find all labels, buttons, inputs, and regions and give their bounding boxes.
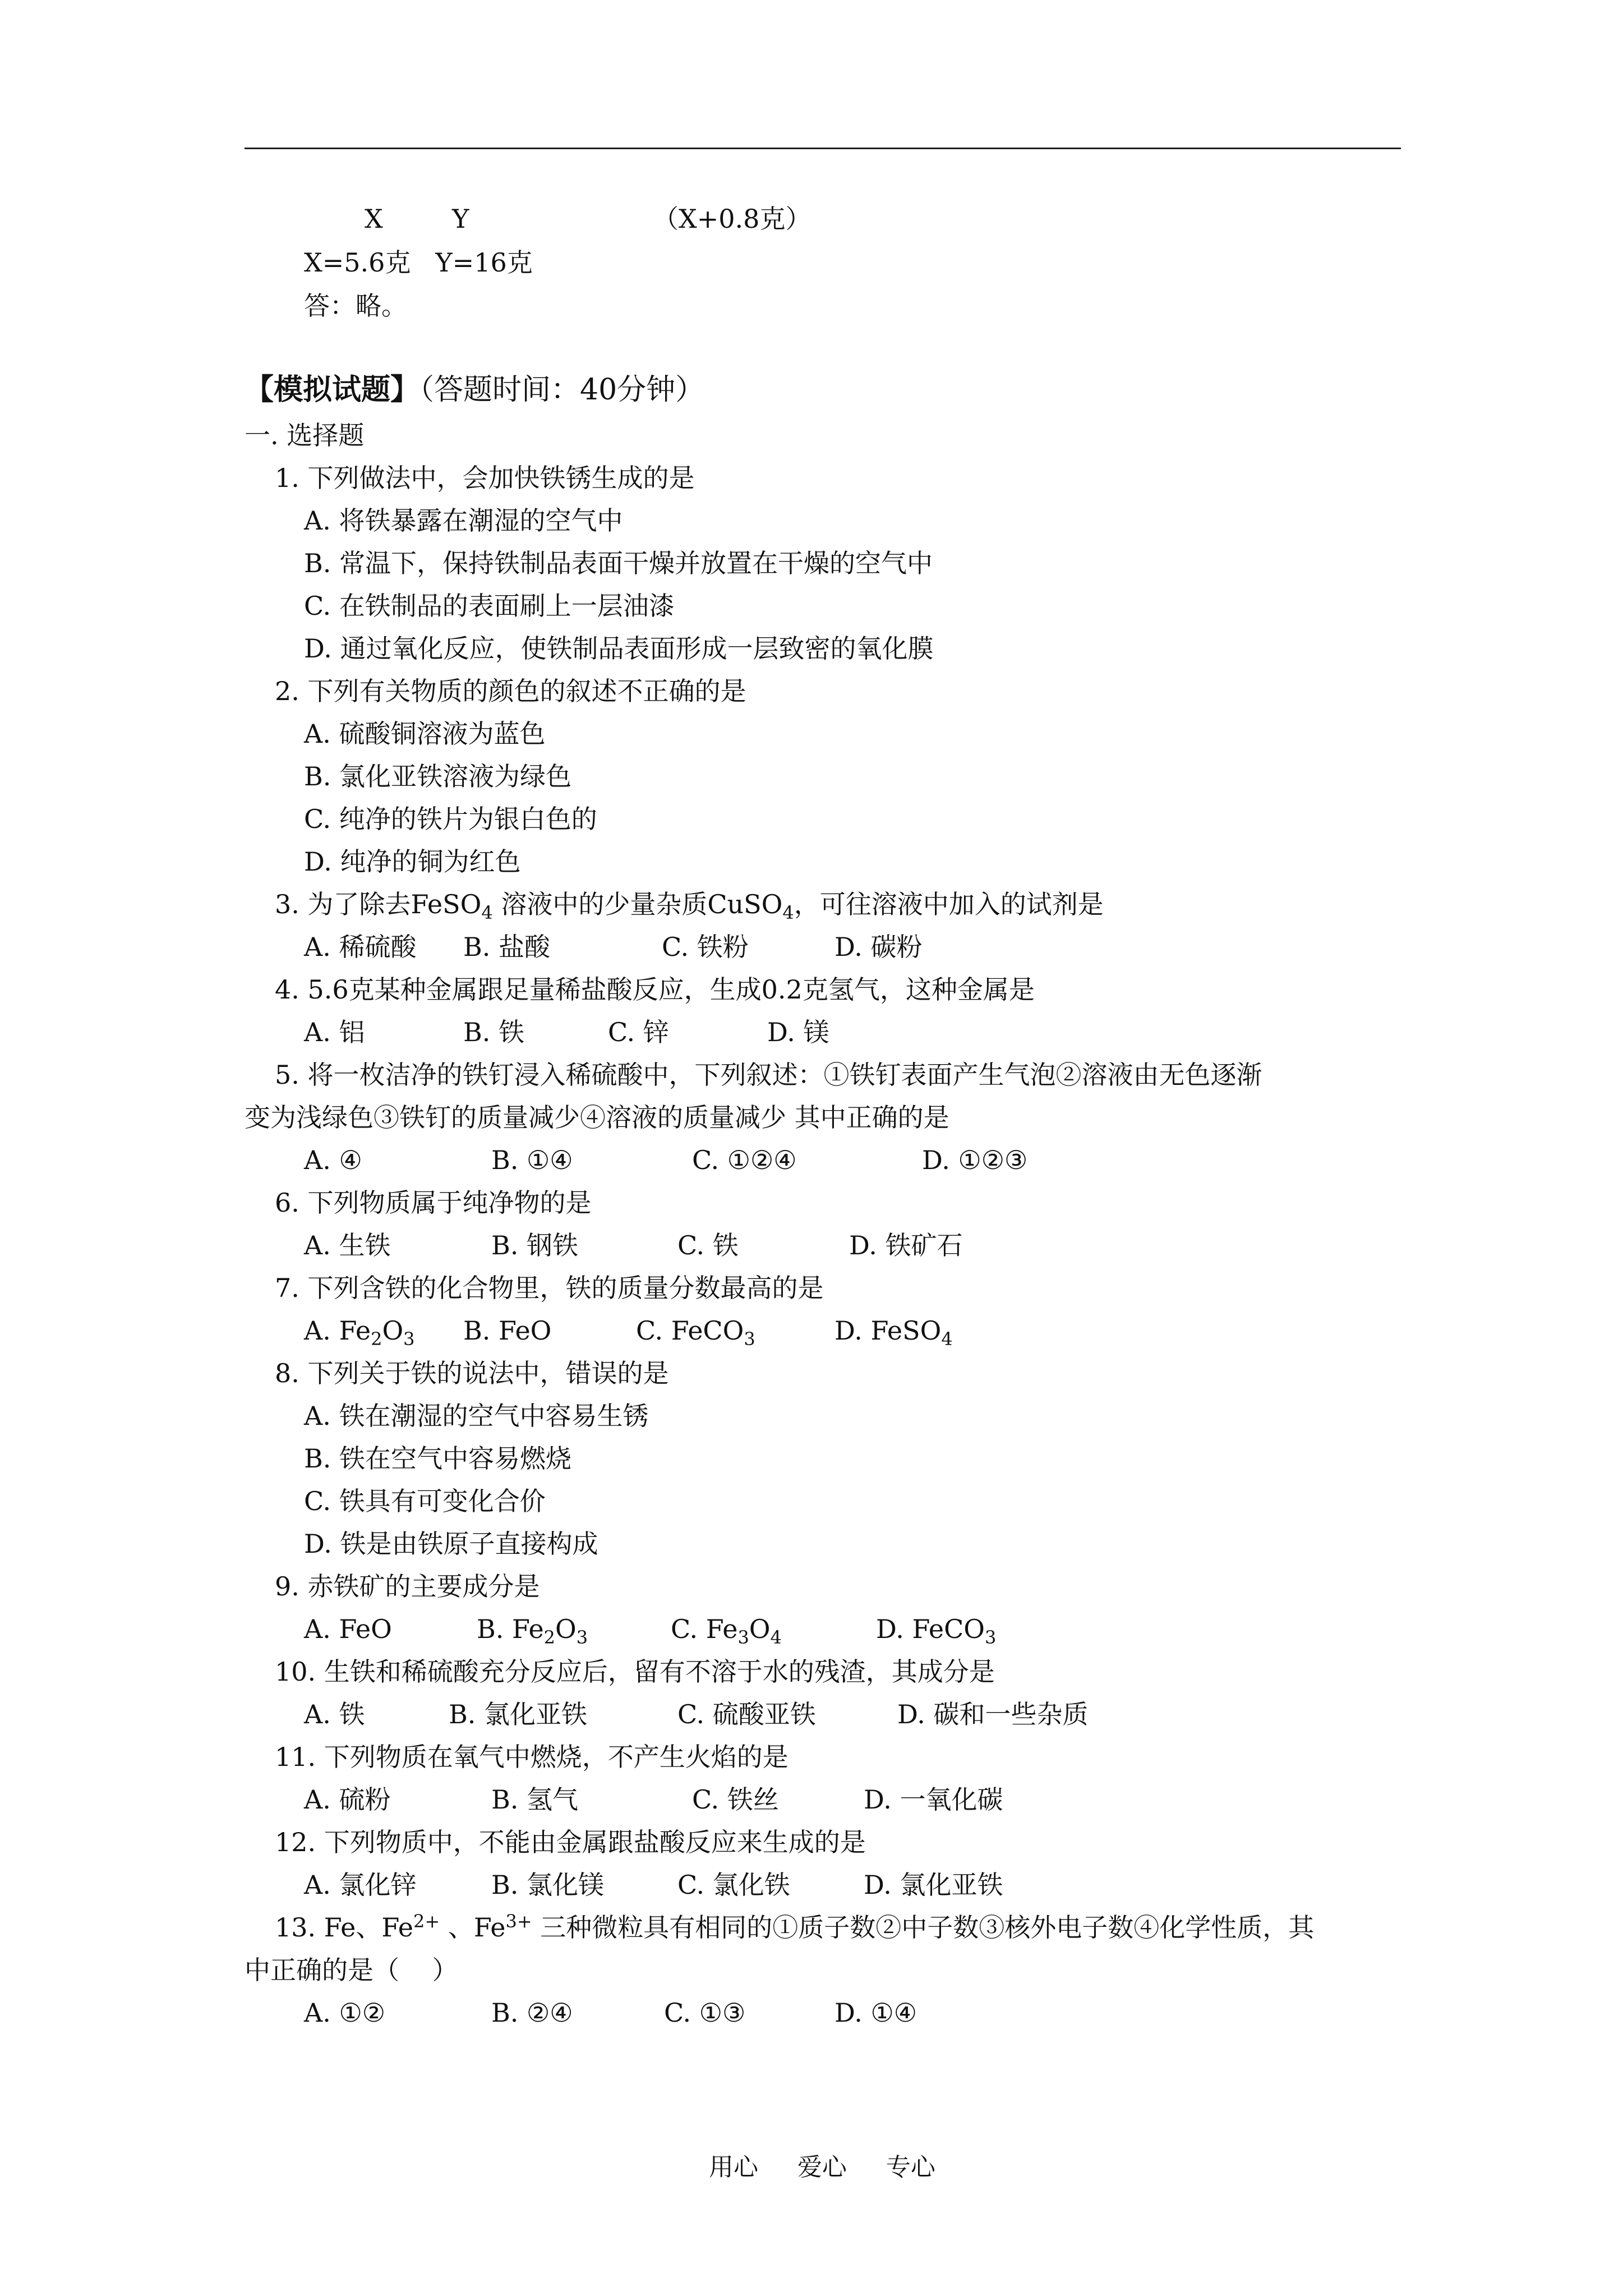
question-6-option-d: D. 铁矿石 xyxy=(849,1230,963,1260)
solution-result: X=5.6克 Y=16克 xyxy=(304,247,533,278)
question-13-stem-part: 三种微粒具有相同的①质子数②中子数③核外电子数④化学性质，其 xyxy=(532,1912,1315,1943)
subscript: 4 xyxy=(941,1328,953,1350)
formula-part: O xyxy=(555,1614,577,1644)
question-6-option-a: A. 生铁 xyxy=(304,1230,391,1260)
solution-var-y: Y xyxy=(452,204,469,234)
question-8-option-c: C. 铁具有可变化合价 xyxy=(304,1486,546,1516)
question-4-option-d: D. 镁 xyxy=(767,1017,829,1047)
question-2-option-b: B. 氯化亚铁溶液为绿色 xyxy=(304,761,572,792)
question-7-option-a xyxy=(304,1314,415,1350)
question-13-option-c: C. ①③ xyxy=(664,1998,746,2028)
subscript: 3 xyxy=(744,1328,755,1350)
question-3-option-a: A. 稀硫酸 xyxy=(304,932,417,962)
question-13-option-a: A. ①② xyxy=(304,1998,385,2028)
formula-part: C. FeCO xyxy=(636,1315,744,1346)
question-2-option-d: D. 纯净的铜为红色 xyxy=(304,846,521,877)
question-2-option-a: A. 硫酸铜溶液为蓝色 xyxy=(304,719,546,749)
question-2-stem: 2. 下列有关物质的颜色的叙述不正确的是 xyxy=(275,676,746,706)
question-7-option-d xyxy=(834,1314,953,1350)
page-footer xyxy=(709,2151,935,2184)
question-13-option-b: B. ②④ xyxy=(491,1998,573,2028)
question-4-stem: 4. 5.6克某种金属跟足量稀盐酸反应，生成0.2克氢气，这种金属是 xyxy=(275,974,1035,1005)
question-6-option-b: B. 钢铁 xyxy=(491,1230,579,1260)
question-5-stem-cont: 变为浅绿色③铁钉的质量减少④溶液的质量减少 其中正确的是 xyxy=(245,1102,949,1133)
question-13-stem-cont: 中正确的是（ ） xyxy=(245,1955,458,1985)
question-8-stem: 8. 下列关于铁的说法中，错误的是 xyxy=(275,1358,669,1388)
subscript: 3 xyxy=(985,1627,997,1648)
section-title: 【模拟试题】 xyxy=(245,372,420,407)
question-1-option-d: D. 通过氧化反应，使铁制品表面形成一层致密的氧化膜 xyxy=(304,633,934,664)
subscript: 2 xyxy=(543,1627,556,1648)
footer-word: 专心 xyxy=(886,2153,935,2182)
question-9-option-a xyxy=(304,1612,392,1646)
subscript: 3 xyxy=(403,1328,415,1350)
question-3-stem-part: 溶液中的少量杂质CuSO xyxy=(492,889,783,919)
subscript: 3 xyxy=(576,1627,588,1648)
question-10-option-c: C. 硫酸亚铁 xyxy=(677,1699,816,1729)
question-9-option-c xyxy=(671,1612,782,1646)
question-10-option-b: B. 氯化亚铁 xyxy=(449,1699,588,1729)
superscript: 3+ xyxy=(505,1911,532,1932)
question-7-option-c xyxy=(636,1314,755,1350)
formula-part: C. Fe xyxy=(671,1614,738,1644)
formula-part: D. FeSO xyxy=(834,1315,942,1346)
part-title: 一. 选择题 xyxy=(245,420,365,450)
question-11-option-b: B. 氢气 xyxy=(491,1784,579,1815)
question-3-option-c: C. 铁粉 xyxy=(662,932,749,962)
subscript: 4 xyxy=(770,1627,782,1648)
footer-word: 用心 xyxy=(709,2153,758,2182)
solution-var-x: X xyxy=(365,204,383,234)
question-5-option-d: D. ①②③ xyxy=(922,1145,1028,1175)
question-12-option-b: B. 氯化镁 xyxy=(491,1870,605,1900)
question-12-option-d: D. 氯化亚铁 xyxy=(864,1870,1003,1900)
question-5-stem: 5. 将一枚洁净的铁钉浸入稀硫酸中，下列叙述：①铁钉表面产生气泡②溶液由无色逐渐 xyxy=(275,1060,1262,1090)
question-13-stem-part: 、Fe xyxy=(440,1912,506,1943)
formula-part: O xyxy=(382,1315,404,1346)
question-11-stem: 11. 下列物质在氧气中燃烧，不产生火焰的是 xyxy=(275,1742,789,1772)
solution-answer: 答：略。 xyxy=(304,291,407,321)
question-11-option-c: C. 铁丝 xyxy=(692,1784,779,1815)
subscript: 4 xyxy=(481,902,493,923)
question-8-option-b: B. 铁在空气中容易燃烧 xyxy=(304,1443,572,1474)
question-3-stem xyxy=(275,887,1104,921)
question-9-stem: 9. 赤铁矿的主要成分是 xyxy=(275,1571,540,1602)
formula-part: A. FeO xyxy=(304,1614,392,1644)
question-8-option-a: A. 铁在潮湿的空气中容易生锈 xyxy=(304,1401,649,1431)
question-8-option-d: D. 铁是由铁原子直接构成 xyxy=(304,1529,598,1559)
question-12-option-a: A. 氯化锌 xyxy=(304,1870,417,1900)
formula-part: B. FeO xyxy=(463,1315,552,1346)
question-6-option-c: C. 铁 xyxy=(677,1230,739,1260)
subscript: 2 xyxy=(371,1328,382,1350)
question-4-option-c: C. 锌 xyxy=(608,1017,669,1047)
question-13-option-d: D. ①④ xyxy=(834,1998,917,2028)
question-10-option-d: D. 碳和一些杂质 xyxy=(897,1699,1089,1729)
question-11-option-d: D. 一氧化碳 xyxy=(864,1784,1003,1815)
footer-word: 爱心 xyxy=(797,2153,847,2182)
question-9-option-d xyxy=(876,1612,996,1646)
section-time: （答题时间：40分钟） xyxy=(419,373,705,407)
question-3-option-b: B. 盐酸 xyxy=(463,932,551,962)
question-12-option-c: C. 氯化铁 xyxy=(677,1870,790,1900)
question-7-option-b xyxy=(463,1314,551,1347)
formula-part: B. Fe xyxy=(477,1614,544,1644)
question-3-option-d: D. 碳粉 xyxy=(834,932,923,962)
question-5-option-c: C. ①②④ xyxy=(692,1145,797,1175)
question-1-option-c: C. 在铁制品的表面刷上一层油漆 xyxy=(304,591,675,621)
formula-part: O xyxy=(749,1614,771,1644)
question-3-stem-part: 3. 为了除去FeSO xyxy=(275,889,482,919)
question-7-stem: 7. 下列含铁的化合物里，铁的质量分数最高的是 xyxy=(275,1273,824,1303)
question-10-option-a: A. 铁 xyxy=(304,1699,365,1729)
subscript: 3 xyxy=(737,1627,749,1648)
question-4-option-a: A. 铝 xyxy=(304,1017,365,1047)
question-4-option-b: B. 铁 xyxy=(463,1017,525,1047)
question-6-stem: 6. 下列物质属于纯净物的是 xyxy=(275,1188,592,1218)
question-13-stem-part: 13. Fe、Fe xyxy=(275,1912,414,1943)
question-1-option-a: A. 将铁暴露在潮湿的空气中 xyxy=(304,505,623,536)
solution-mass: （X+0.8克） xyxy=(653,204,811,234)
section-heading xyxy=(245,373,704,407)
formula-part: A. Fe xyxy=(304,1315,371,1346)
formula-part: D. FeCO xyxy=(876,1614,985,1644)
question-12-stem: 12. 下列物质中，不能由金属跟盐酸反应来生成的是 xyxy=(275,1827,866,1857)
superscript: 2+ xyxy=(413,1911,440,1932)
question-9-option-b xyxy=(477,1612,588,1646)
header-rule xyxy=(245,148,1401,149)
question-10-stem: 10. 生铁和稀硫酸充分反应后，留有不溶于水的残渣，其成分是 xyxy=(275,1657,995,1687)
subscript: 4 xyxy=(782,902,794,923)
question-1-stem: 1. 下列做法中，会加快铁锈生成的是 xyxy=(275,463,695,493)
question-3-stem-part: ，可往溶液中加入的试剂是 xyxy=(794,889,1104,919)
question-13-stem xyxy=(275,1911,1314,1944)
question-2-option-c: C. 纯净的铁片为银白色的 xyxy=(304,804,597,834)
question-11-option-a: A. 硫粉 xyxy=(304,1784,391,1815)
question-5-option-b: B. ①④ xyxy=(491,1145,573,1175)
question-1-option-b: B. 常温下，保持铁制品表面干燥并放置在干燥的空气中 xyxy=(304,548,933,578)
question-5-option-a: A. ④ xyxy=(304,1145,362,1175)
